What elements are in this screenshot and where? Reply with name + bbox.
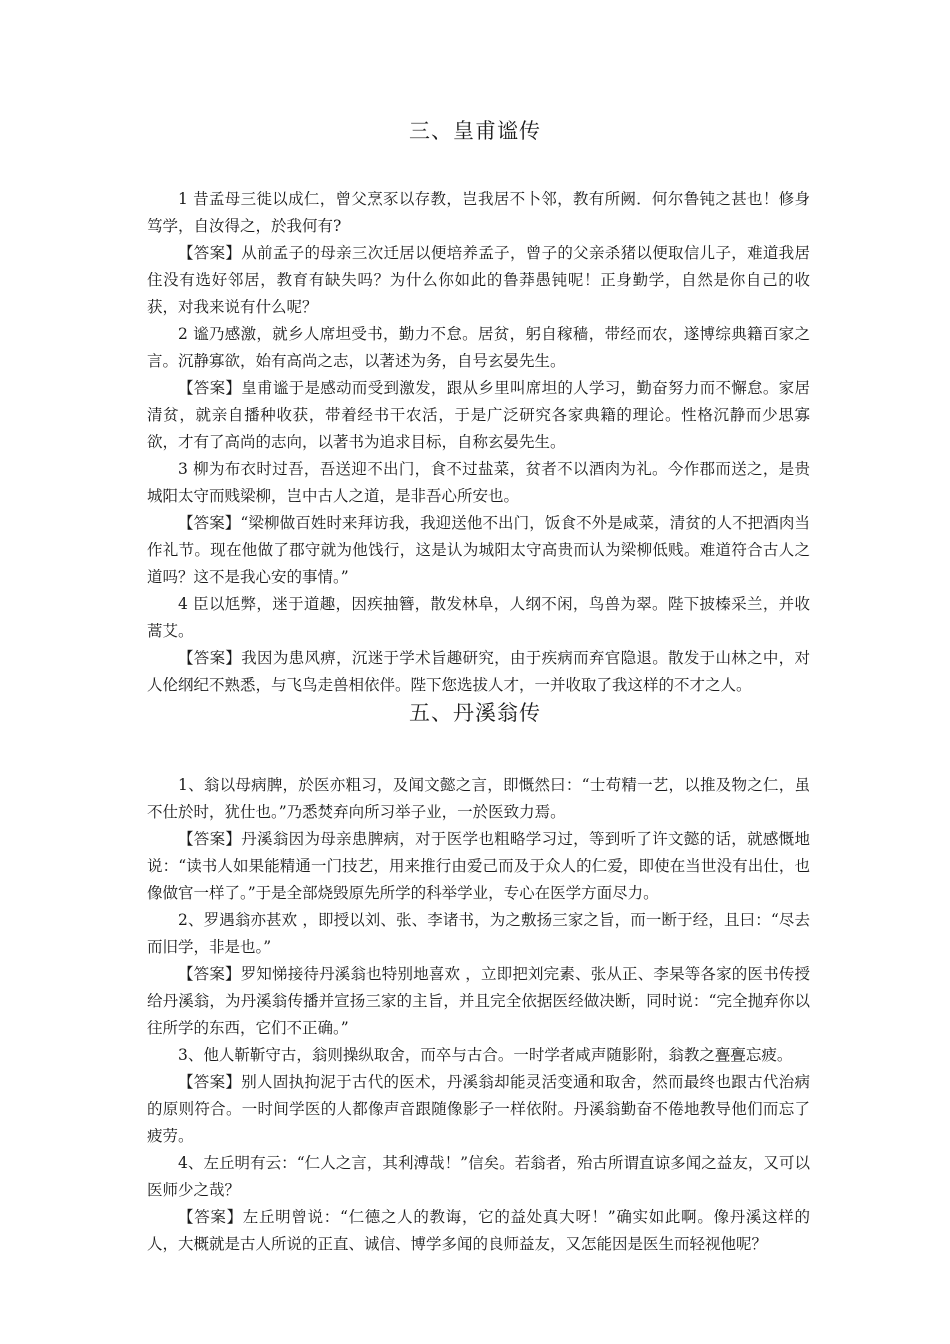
answer-paragraph: 【答案】别人固执拘泥于古代的医术，丹溪翁却能灵活变通和取舍，然而最终也跟古代治病的原则符合。一时间学医的人都像声音跟随像影子一样依附。丹溪翁勤奋不倦地教导他们而忘了疲劳。 xyxy=(147,1073,810,1145)
answer-paragraph: 【答案】“梁柳做百姓时来拜访我，我迎送他不出门，饭食不外是咸菜，清贫的人不把酒肉当作礼节。现在他做了郡守就为他饯行，这是认为城阳太守高贵而认为梁柳低贱。难道符合古人之道吗？这不是我心安的事情。” xyxy=(147,514,810,586)
answer-paragraph: 【答案】罗知悌接待丹溪翁也特别地喜欢 ，立即把刘完素、张从正、李杲等各家的医书传授给丹溪翁，为丹溪翁传播并宣扬三家的主旨，并且完全依据医经做决断，同时说：“完全抛弃你以往所学的东西，它们不正确。” xyxy=(147,965,810,1037)
question-paragraph: 3 柳为布衣时过吾，吾送迎不出门，食不过盐菜，贫者不以酒肉为礼。今作郡而送之，是贵城阳太守而贱梁柳，岂中古人之道，是非吾心所安也。 xyxy=(147,460,810,505)
question-paragraph: 4 臣以尪弊，迷于道趣，因疾抽簪，散发林阜，人纲不闲，鸟兽为翠。陛下披榛采兰，并收蒿艾。 xyxy=(147,595,810,640)
section-title-danxi-weng: 五、丹溪翁传 xyxy=(409,701,541,725)
answer-paragraph: 【答案】从前孟子的母亲三次迁居以便培养孟子，曾子的父亲杀猪以便取信儿子，难道我居住没有选好邻居，教育有缺失吗？为什么你如此的鲁莽愚钝呢！正身勤学，自然是你自己的收获，对我来说有什么呢？ xyxy=(147,244,810,316)
question-paragraph: 2 谧乃感激，就乡人席坦受书，勤力不怠。居贫，躬自稼穑，带经而农，遂博综典籍百家之言。沉静寡欲，始有高尚之志，以著述为务，自号玄晏先生。 xyxy=(147,325,810,370)
question-paragraph: 4、左丘明有云：“仁人之言，其利溥哉！”信矣。若翁者，殆古所谓直谅多闻之益友，又可以医师少之哉？ xyxy=(147,1154,810,1199)
answer-paragraph: 【答案】左丘明曾说：“仁德之人的教诲，它的益处真大呀！”确实如此啊。像丹溪这样的人，大概就是古人所说的正直、诚信、博学多闻的良师益友，又怎能因是医生而轻视他呢？ xyxy=(147,1208,810,1253)
question-paragraph: 1 昔孟母三徙以成仁，曾父烹豕以存教，岂我居不卜邻，教有所阙．何尔鲁钝之甚也！修身笃学，自汝得之，於我何有? xyxy=(147,190,810,235)
question-paragraph: 1、翁以母病脾，於医亦粗习，及闻文懿之言，即慨然曰：“士苟精一艺，以推及物之仁，虽不仕於时，犹仕也。”乃悉焚弃向所习举子业，一於医致力焉。 xyxy=(147,776,810,821)
answer-paragraph: 【答案】丹溪翁因为母亲患脾病，对于医学也粗略学习过，等到听了许文懿的话，就感慨地说：“读书人如果能精通一门技艺，用来推行由爱己而及于众人的仁爱，即使在当世没有出仕，也像做官一样了。”于是全部烧毁原先所学的科举学业，专心在医学方面尽力。 xyxy=(147,830,810,902)
question-paragraph: 2、罗遇翁亦甚欢 ，即授以刘、张、李诸书，为之敷扬三家之旨，而一断于经，且曰：“尽去而旧学，非是也。” xyxy=(147,911,810,956)
answer-paragraph: 【答案】我因为患风痹，沉迷于学术旨趣研究，由于疾病而弃官隐退。散发于山林之中，对人伦纲纪不熟悉，与飞鸟走兽相依伴。陛下您选拔人才，一并收取了我这样的不才之人。 xyxy=(147,649,810,694)
answer-paragraph: 【答案】皇甫谧于是感动而受到激发，跟从乡里叫席坦的人学习，勤奋努力而不懈怠。家居清贫，就亲自播种收获，带着经书干农活，于是广泛研究各家典籍的理论。性格沉静而少思寡欲，才有了高尚的志向，以著书为追求目标，自称玄晏先生。 xyxy=(147,379,810,451)
section-body-danxi-weng xyxy=(147,772,810,1258)
section-body-huangfu-mi xyxy=(147,186,810,699)
question-paragraph: 3、他人靳靳守古，翁则操纵取舍，而卒与古合。一时学者咸声随影附，翁教之亹亹忘疲。 xyxy=(178,1046,793,1064)
section-title-huangfu-mi: 三、皇甫谧传 xyxy=(409,119,541,143)
